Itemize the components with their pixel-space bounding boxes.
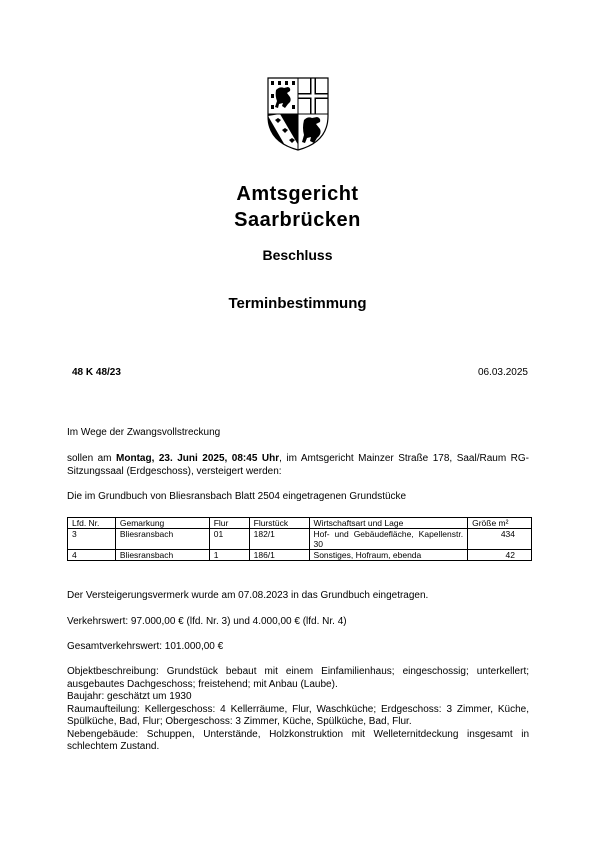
cell-flurstueck: 182/1 — [249, 529, 309, 550]
verkehrswert-text: Verkehrswert: 97.000,00 € (lfd. Nr. 3) und 4.000,00 € (lfd. Nr. 4) — [67, 616, 347, 627]
cell-groesse: 42 — [468, 550, 532, 561]
document-type: Beschluss — [262, 247, 333, 263]
table-row — [68, 529, 532, 550]
case-number: 48 K 48/23 — [72, 367, 121, 378]
baujahr-text: Baujahr: geschätzt um 1930 — [67, 691, 192, 702]
property-table — [67, 517, 532, 561]
header-wirtschaftsart: Wirtschaftsart und Lage — [309, 518, 468, 529]
court-name-line1: Amtsgericht — [236, 183, 359, 205]
table-row — [68, 550, 532, 561]
header-lfd-nr: Lfd. Nr. — [68, 518, 116, 529]
cell-lfd-nr: 3 — [68, 529, 116, 550]
cell-wirtschaftsart: Sonstiges, Hofraum, ebenda — [309, 550, 468, 561]
cell-wirtschaftsart: Hof- und Gebäudefläche, Kapellenstr. 30 — [309, 529, 468, 550]
cell-gemarkung: Bliesransbach — [115, 529, 209, 550]
intro-text: Im Wege der Zwangsvollstreckung — [67, 427, 221, 438]
header-gemarkung: Gemarkung — [115, 518, 209, 529]
cell-lfd-nr: 4 — [68, 550, 116, 561]
appointment-suffix: , im Amtsgericht Mainzer Straße 178, Saal/Raum RG-Sitzungssaal (Erdgeschoss), versteigert werden: — [67, 453, 529, 477]
header-groesse: Größe m² — [468, 518, 532, 529]
document-subject: Terminbestimmung — [228, 295, 367, 312]
gesamtverkehrswert-text: Gesamtverkehrswert: 101.000,00 € — [67, 641, 224, 652]
nebengebaeude-text: Nebengebäude: Schuppen, Unterstände, Holzkonstruktion mit Welleternitdeckung insgesamt in schlechtem Zustand. — [67, 728, 529, 752]
cell-gemarkung: Bliesransbach — [115, 550, 209, 561]
description-block — [67, 666, 529, 754]
appointment-prefix: sollen am — [67, 453, 117, 464]
cell-flur: 01 — [209, 529, 249, 550]
table-header-row — [68, 518, 532, 529]
header-flurstueck: Flurstück — [249, 518, 309, 529]
vermerk-text: Der Versteigerungsvermerk wurde am 07.08.2023 in das Grundbuch eingetragen. — [67, 590, 429, 601]
document-date: 06.03.2025 — [477, 367, 528, 378]
appointment-datetime: Montag, 23. Juni 2025, 08:45 Uhr — [116, 453, 280, 464]
appointment-text — [67, 453, 529, 478]
header-flur: Flur — [209, 518, 249, 529]
saarland-coat-of-arms-icon — [266, 76, 330, 152]
court-name — [0, 181, 595, 233]
court-name-line2: Saarbrücken — [234, 209, 361, 231]
cell-groesse: 434 — [468, 529, 532, 550]
cell-flur: 1 — [209, 550, 249, 561]
objekt-text: Objektbeschreibung: Grundstück bebaut mit einem Einfamilienhaus; eingeschossig; unterkellert; ausgebautes Dachgeschoss; freistehend; mit Anbau (Laube). — [67, 666, 529, 690]
raumaufteilung-text: Raumaufteilung: Kellergeschoss: 4 Kellerräume, Flur, Waschküche; Erdgeschoss: 3 Zimmer, Küche, Spülküche, Bad, Flur; Obergeschoss: 3 Zimmer, Küche, Spülküche, Bad, Flur. — [67, 703, 529, 727]
cell-flurstueck: 186/1 — [249, 550, 309, 561]
grundbuch-text: Die im Grundbuch von Bliesransbach Blatt 2504 eingetragenen Grundstücke — [67, 491, 407, 502]
